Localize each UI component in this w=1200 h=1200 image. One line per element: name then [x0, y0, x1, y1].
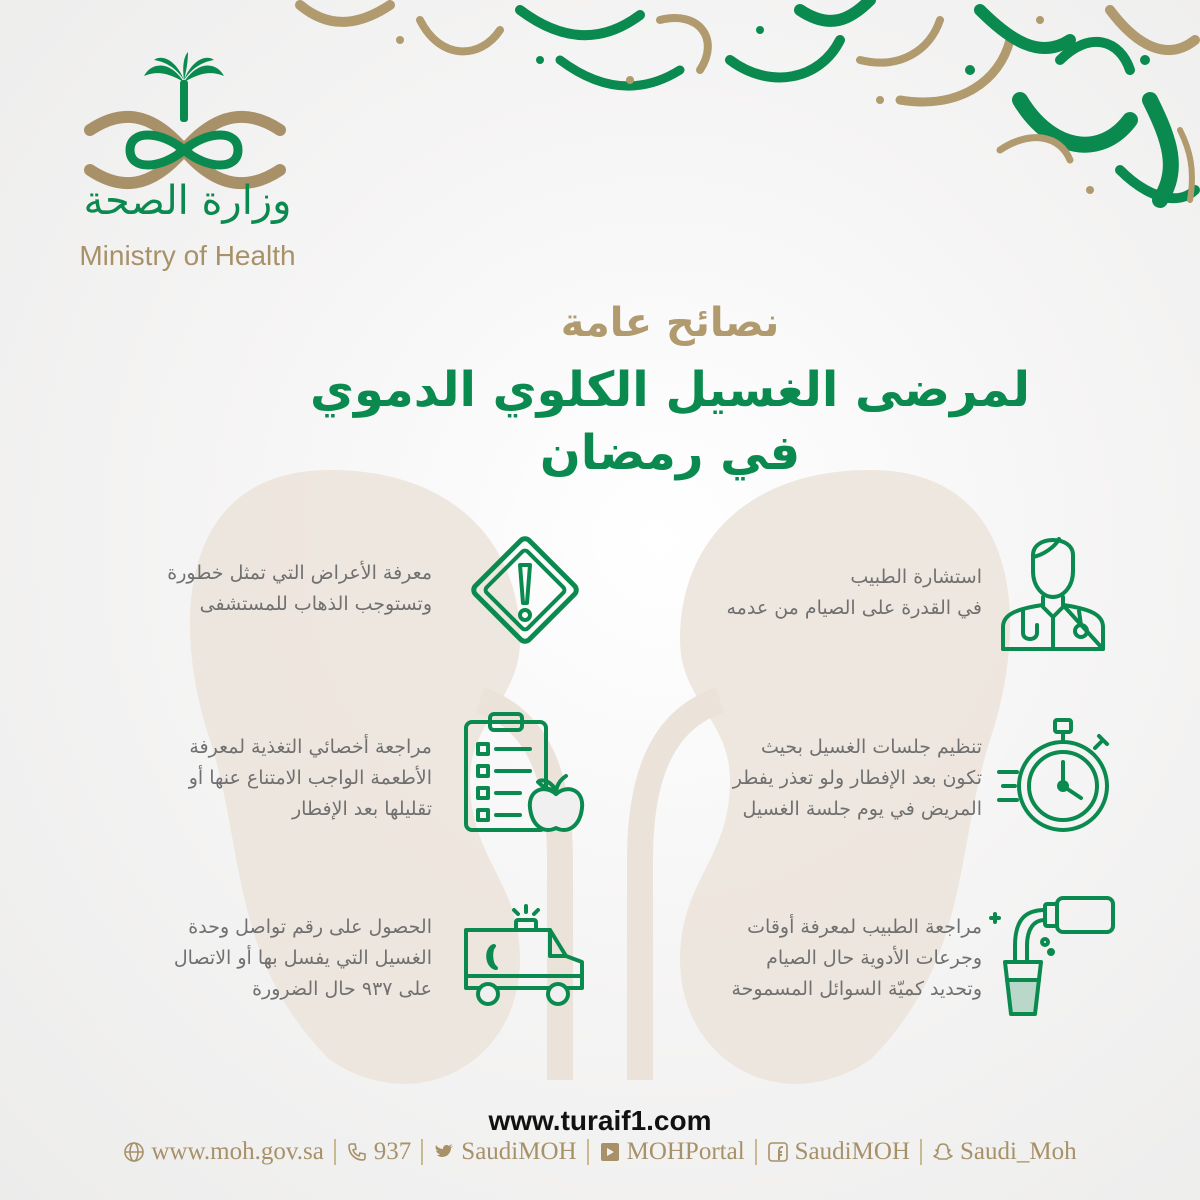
- tip-line: تقليلها بعد الإفطار: [291, 798, 432, 820]
- tip-line: معرفة الأعراض التي تمثل خطورة: [167, 562, 432, 584]
- footer-website-text: www.moh.gov.sa: [151, 1138, 324, 1165]
- tip-medication-text: [731, 912, 982, 1005]
- ambulance-icon: [460, 900, 590, 1010]
- stopwatch-icon: [993, 710, 1118, 840]
- footer-website[interactable]: [113, 1138, 333, 1166]
- tip-line: وتحديد كميّة السوائل المسموحة: [731, 978, 982, 1000]
- footer-youtube[interactable]: [589, 1138, 755, 1166]
- snapchat-icon: [932, 1141, 954, 1163]
- clipboard-apple-icon: [460, 710, 585, 840]
- twitter-icon: [433, 1141, 455, 1163]
- tip-line: على ٩٣٧ حال الضرورة: [252, 978, 432, 1000]
- title-line-1: نصائح عامة: [560, 300, 780, 346]
- tip-line: مراجعة أخصائي التغذية لمعرفة: [189, 736, 432, 758]
- globe-icon: [123, 1141, 145, 1163]
- footer-facebook-text: SaudiMOH: [794, 1138, 910, 1165]
- ministry-logo-icon: [50, 50, 320, 190]
- footer-youtube-text: MOHPortal: [626, 1138, 745, 1165]
- tip-warning-text: [167, 558, 432, 620]
- tip-line: استشارة الطبيب: [850, 566, 982, 588]
- tip-line: تنظيم جلسات الغسيل بحيث: [760, 736, 982, 758]
- footer-bar: [100, 1135, 1100, 1169]
- tip-line: تكون بعد الإفطار ولو تعذر يفطر: [732, 767, 982, 789]
- tip-line: الغسيل التي يفسل بها أو الاتصال: [173, 947, 432, 969]
- footer-snapchat-text: Saudi_Moh: [959, 1138, 1077, 1165]
- logo-arabic-name: وزارة الصحة: [83, 178, 292, 224]
- title-line-3: في رمضان: [539, 425, 801, 481]
- footer-snapchat[interactable]: [922, 1138, 1087, 1166]
- footer-phone[interactable]: [336, 1138, 422, 1166]
- pouring-water-icon: [985, 890, 1125, 1020]
- footer-facebook[interactable]: [757, 1138, 920, 1166]
- tip-doctor-text: [726, 562, 982, 624]
- footer-phone-text: 937: [373, 1138, 412, 1165]
- youtube-icon: [599, 1141, 621, 1163]
- watermark-url: www.turaif1.com: [488, 1105, 712, 1136]
- tip-nutrition-text: [189, 732, 432, 825]
- logo-english-name: Ministry of Health: [79, 240, 296, 271]
- facebook-icon: [767, 1141, 789, 1163]
- tip-line: مراجعة الطبيب لمعرفة أوقات: [747, 916, 982, 938]
- tip-line: الأطعمة الواجب الامتناع عنها أو: [188, 767, 432, 789]
- warning-sign-icon: [465, 525, 585, 655]
- tip-line: في القدرة على الصيام من عدمه: [726, 597, 982, 619]
- tip-line: المريض في يوم جلسة الغسيل: [742, 798, 982, 820]
- tip-contact-text: [174, 912, 432, 1005]
- footer-twitter[interactable]: [423, 1138, 586, 1166]
- tip-line: وجرعات الأدوية حال الصيام: [766, 947, 982, 969]
- title-line-2: لمرضى الغسيل الكلوي الدموي: [309, 362, 1031, 418]
- tip-schedule-text: [733, 732, 982, 825]
- doctor-icon: [993, 525, 1113, 655]
- footer-twitter-text: SaudiMOH: [461, 1138, 577, 1165]
- tip-line: الحصول على رقم تواصل وحدة: [188, 916, 432, 938]
- tip-line: وتستوجب الذهاب للمستشفى: [199, 593, 432, 615]
- phone-icon: [346, 1141, 368, 1163]
